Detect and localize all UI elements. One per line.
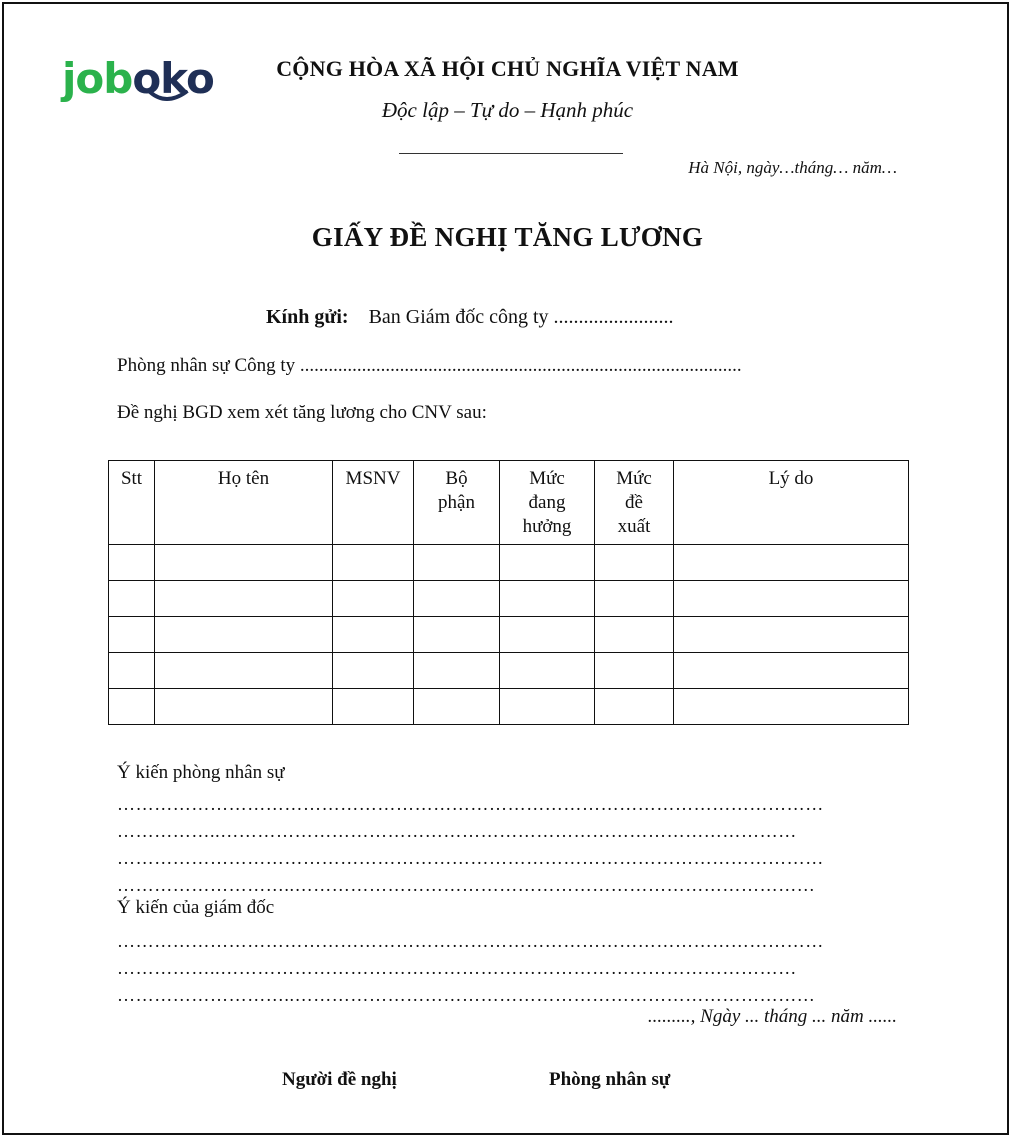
requester-signature-label: Người đề nghị — [282, 1069, 397, 1090]
table-cell[interactable] — [109, 653, 155, 689]
table-cell[interactable] — [500, 617, 595, 653]
header-msnv: MSNV — [333, 461, 414, 545]
table-header-row — [109, 461, 909, 545]
document-title: GIẤY ĐỀ NGHỊ TĂNG LƯƠNG — [311, 222, 704, 252]
header-bo-phan: Bộ phận — [414, 461, 500, 545]
director-opinion-label: Ý kiến của giám đốc — [117, 897, 275, 918]
header-muc-dang-huong: Mức đang hưởng — [500, 461, 595, 545]
table-cell[interactable] — [595, 581, 674, 617]
table-cell[interactable] — [155, 653, 333, 689]
table-cell[interactable] — [109, 689, 155, 725]
logo-part-1: job — [62, 54, 133, 103]
recipient-line — [266, 306, 674, 329]
motto-underline — [399, 153, 623, 154]
table-cell[interactable] — [414, 653, 500, 689]
hr-opinion-line[interactable]: …………………………………………………………………………………………………… — [117, 848, 824, 868]
director-opinion-line[interactable]: …………………………………………………………………………………………………… — [117, 931, 824, 951]
table-row — [109, 689, 909, 725]
logo-part-2: oko — [132, 54, 214, 103]
hr-opinion-line[interactable]: …………………………………………………………………………………………………… — [117, 794, 824, 814]
table-row — [109, 653, 909, 689]
header-muc-de-xuat: Mức đề xuất — [595, 461, 674, 545]
table-cell[interactable] — [500, 581, 595, 617]
table-row — [109, 617, 909, 653]
table-row — [109, 545, 909, 581]
signature-date: ........., Ngày ... tháng ... năm ...... — [647, 1006, 897, 1027]
hr-department-line: Phòng nhân sự Công ty ............................................................................................. — [117, 355, 742, 376]
table-cell[interactable] — [595, 653, 674, 689]
table-cell[interactable] — [333, 545, 414, 581]
recipient-value: Ban Giám đốc công ty ........................ — [368, 306, 674, 328]
table-cell[interactable] — [674, 545, 909, 581]
table-cell[interactable] — [109, 581, 155, 617]
table-cell[interactable] — [109, 545, 155, 581]
recipient-label: Kính gửi: — [266, 306, 349, 328]
table-cell[interactable] — [333, 653, 414, 689]
table-cell[interactable] — [155, 545, 333, 581]
table-cell[interactable] — [674, 689, 909, 725]
header-stt: Stt — [109, 461, 155, 545]
hr-opinion-line[interactable]: ………………………..………………………………………………………………………… — [117, 875, 816, 895]
national-title: CỘNG HÒA XÃ HỘI CHỦ NGHĨA VIỆT NAM — [276, 56, 739, 81]
hr-opinion-line[interactable]: ……………..………………………………………………………………………………… — [117, 821, 797, 841]
header-ly-do: Lý do — [674, 461, 909, 545]
table-cell[interactable] — [155, 689, 333, 725]
table-cell[interactable] — [155, 617, 333, 653]
director-opinion-line[interactable]: ………………………..………………………………………………………………………… — [117, 985, 816, 1005]
request-line: Đề nghị BGD xem xét tăng lương cho CNV sau: — [117, 402, 487, 423]
table-cell[interactable] — [414, 545, 500, 581]
director-opinion-line[interactable]: ……………..………………………………………………………………………………… — [117, 958, 797, 978]
hr-opinion-label: Ý kiến phòng nhân sự — [117, 762, 285, 783]
table-cell[interactable] — [500, 689, 595, 725]
table-cell[interactable] — [333, 581, 414, 617]
hr-signature-label: Phòng nhân sự — [549, 1069, 671, 1090]
table-cell[interactable] — [414, 617, 500, 653]
place-date: Hà Nội, ngày…tháng… năm… — [688, 158, 897, 177]
table-row — [109, 581, 909, 617]
table-cell[interactable] — [500, 545, 595, 581]
table-cell[interactable] — [333, 689, 414, 725]
table-cell[interactable] — [333, 617, 414, 653]
table-cell[interactable] — [674, 581, 909, 617]
table-cell[interactable] — [155, 581, 333, 617]
table-cell[interactable] — [595, 689, 674, 725]
header-ho-ten: Họ tên — [155, 461, 333, 545]
table-cell[interactable] — [674, 653, 909, 689]
table-cell[interactable] — [674, 617, 909, 653]
national-motto: Độc lập – Tự do – Hạnh phúc — [381, 98, 634, 122]
table-cell[interactable] — [414, 689, 500, 725]
salary-table — [108, 460, 909, 725]
table-cell[interactable] — [414, 581, 500, 617]
table-cell[interactable] — [109, 617, 155, 653]
table-cell[interactable] — [500, 653, 595, 689]
table-cell[interactable] — [595, 545, 674, 581]
table-cell[interactable] — [595, 617, 674, 653]
